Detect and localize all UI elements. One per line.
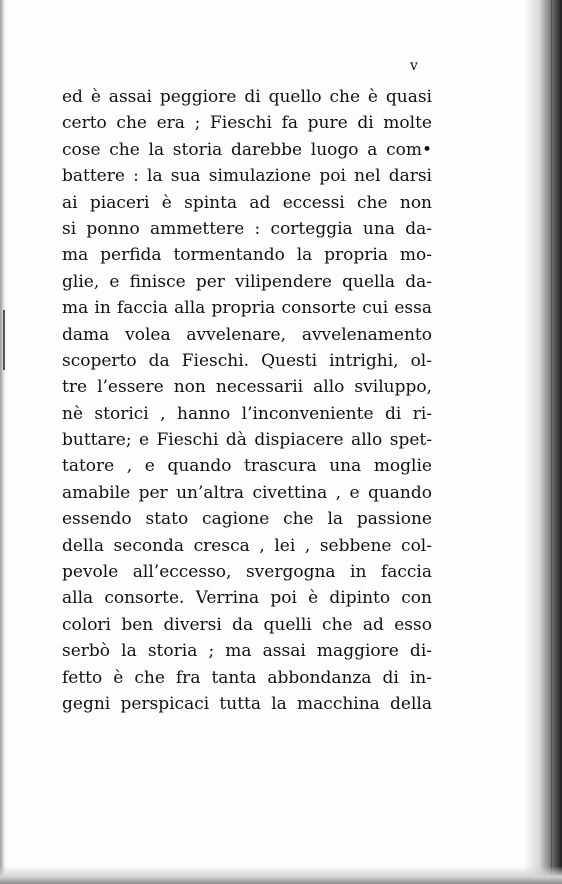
text-line: amabile per un’altra civettina , e quando xyxy=(62,482,432,503)
scan-right-edge xyxy=(524,0,562,884)
text-line: pevole all’eccesso, svergogna in faccia xyxy=(62,562,432,583)
text-line: buttare; e Fieschi dà dispiacere allo spet- xyxy=(62,430,432,451)
text-line: della seconda cresca , lei , sebbene col- xyxy=(62,535,432,556)
scan-left-edge xyxy=(0,0,6,884)
text-line: serbò la storia ; ma assai maggiore di- xyxy=(62,641,432,662)
page-number: v xyxy=(410,58,419,74)
text-line: ed è assai peggiore di quello che è quasi xyxy=(62,87,432,107)
text-line: cose che la storia darebbe luogo a com• xyxy=(62,139,432,160)
text-line: tatore , e quando trascura una moglie xyxy=(62,456,432,477)
text-line: nè storici , hanno l’inconveniente di ri- xyxy=(62,403,432,424)
text-line: tre l’essere non necessarii allo sviluppo, xyxy=(62,377,432,398)
text-line: essendo stato cagione che la passione xyxy=(62,509,432,530)
text-line: ma perfida tormentando la propria mo- xyxy=(62,245,432,266)
text-line: colori ben diversi da quelli che ad esso xyxy=(62,614,432,635)
text-line: ma in faccia alla propria consorte cui essa xyxy=(62,298,432,319)
scan-right-edge-line xyxy=(551,0,552,884)
text-line: fetto è che fra tanta abbondanza di in- xyxy=(62,667,432,688)
text-line: certo che era ; Fieschi fa pure di molte xyxy=(62,113,432,134)
text-line: alla consorte. Verrina poi è dipinto con xyxy=(62,588,432,609)
body-text xyxy=(62,84,432,717)
text-line: ai piaceri è spinta ad eccessi che non xyxy=(62,192,432,213)
text-line: glie, e finisce per vilipendere quella da- xyxy=(62,271,432,292)
text-line: scoperto da Fieschi. Questi intrighi, ol- xyxy=(62,350,432,371)
text-line: battere : la sua simulazione poi nel darsi xyxy=(62,166,432,187)
text-line: gegni perspicaci tutta la macchina della xyxy=(62,693,432,714)
text-line: dama volea avvelenare, avvelenamento xyxy=(62,324,432,345)
scan-left-mark xyxy=(3,310,5,370)
scan-bottom-edge xyxy=(0,866,562,884)
text-line: si ponno ammettere : corteggia una da- xyxy=(62,218,432,239)
